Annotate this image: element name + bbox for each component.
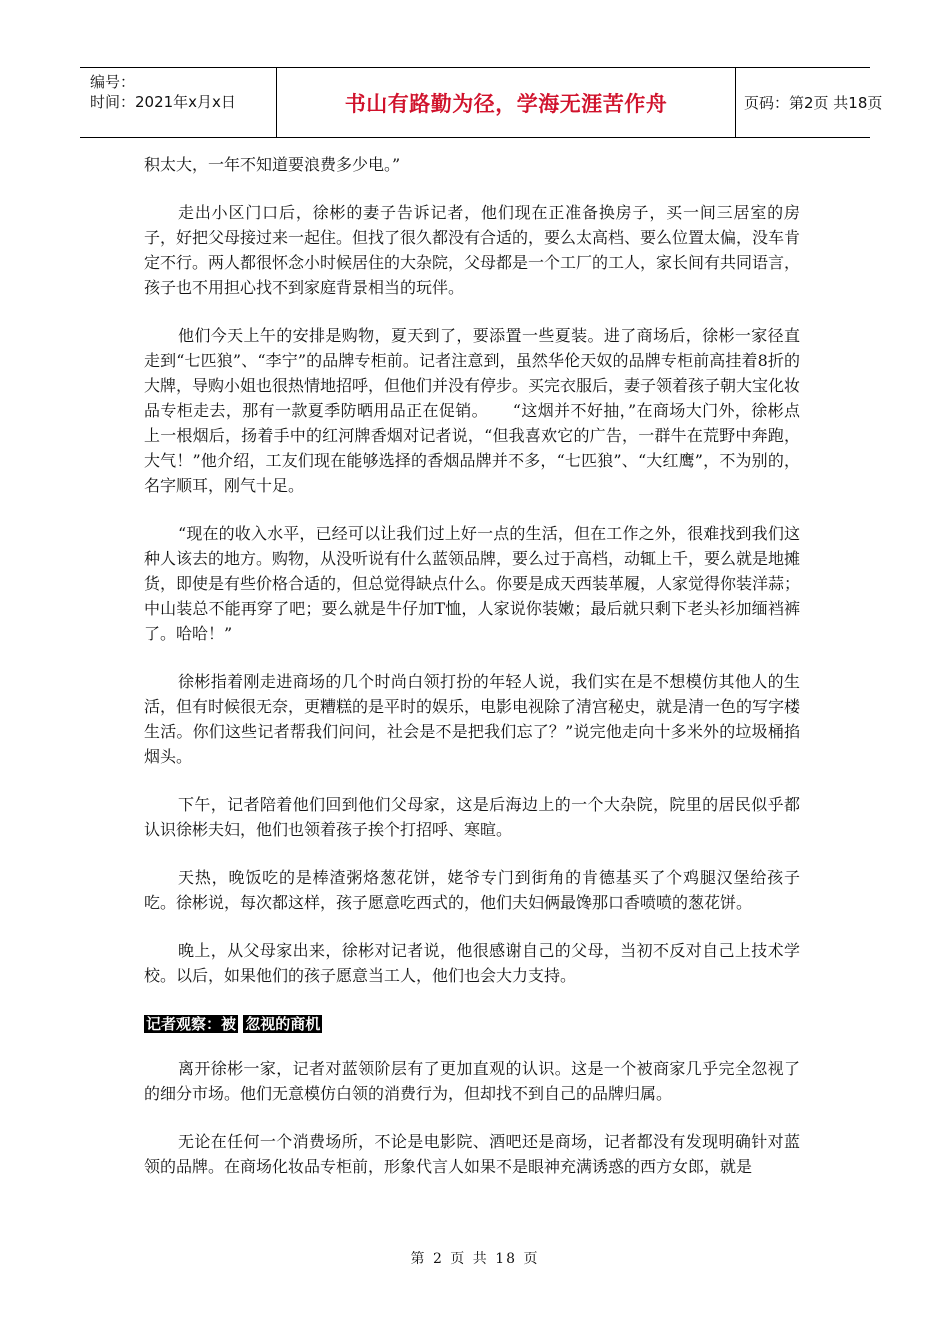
number-label: 编号： xyxy=(90,73,136,91)
section-heading-part1: 记者观察：被 xyxy=(146,1015,237,1033)
paragraph: 积太大，一年不知道要浪费多少电。” xyxy=(144,155,401,174)
paragraph: 离开徐彬一家，记者对蓝领阶层有了更加直观的认识。这是一个被商家几乎完全忽视了的细分市场。他们无意模仿白领的消费行为，但却找不到自己的品牌归属。 xyxy=(144,1059,800,1103)
paragraph: 无论在任何一个消费场所，不论是电影院、酒吧还是商场，记者都没有发现明确针对蓝领的品牌。在商场化妆品专柜前，形象代言人如果不是眼神充满诱惑的西方女郎，就是 xyxy=(144,1132,800,1176)
paragraph: 他们今天上午的安排是购物，夏天到了，要添置一些夏装。进了商场后，徐彬一家径直走到“七匹狼”、“李宁”的品牌专柜前。记者注意到，虽然华伦天奴的品牌专柜前高挂着8折的大牌，导购小姐也很热情地招呼，但他们并没有停步。买完衣服后，妻子领着孩子朝大宝化妆品专柜走去，那有一款夏季防晒用品正在促销。 “这烟并不好抽，”在商场大门外，徐彬点上一根烟后，扬着手中的红河牌香烟对记者说，“但我喜欢它的广告，一群牛在荒野中奔跑，大气！”他介绍，工友们现在能够选择的香烟品牌并不多，“七匹狼”、“大红鹰”，不为别的，名字顺耳，刚气十足。 xyxy=(144,326,801,495)
section-heading-part2: 忽视的商机 xyxy=(245,1015,321,1033)
header-motto-cell xyxy=(277,68,736,137)
header-page-cell xyxy=(736,68,883,137)
page-footer: 第 2 页 共 18 页 xyxy=(410,1251,540,1267)
paragraph: 晚上，从父母家出来，徐彬对记者说，他很感谢自己的父母，当初不反对自己上技术学校。以后，如果他们的孩子愿意当工人，他们也会大力支持。 xyxy=(144,941,800,985)
paragraph: 天热，晚饭吃的是棒渣粥烙葱花饼，姥爷专门到街角的肯德基买了个鸡腿汉堡给孩子吃。徐彬说，每次都这样，孩子愿意吃西式的，他们夫妇俩最馋那口香喷喷的葱花饼。 xyxy=(144,868,800,912)
paragraph: “现在的收入水平，已经可以让我们过上好一点的生活，但在工作之外，很难找到我们这种人该去的地方。购物，从没听说有什么蓝领品牌，要么过于高档，动辄上千，要么就是地摊货，即使是有些价格合适的，但总觉得缺点什么。你要是成天西装革履，人家觉得你装洋蒜；中山装总不能再穿了吧；要么就是牛仔加T恤，人家说你装嫩；最后就只剩下老头衫加缅裆裤了。哈哈！” xyxy=(144,524,801,643)
paragraph: 徐彬指着刚走进商场的几个时尚白领打扮的年轻人说，我们实在是不想模仿其他人的生活，但有时候很无奈，更糟糕的是平时的娱乐，电影电视除了清宫秘史，就是清一色的写字楼生活。你们这些记者帮我们问问，社会是不是把我们忘了？”说完他走向十多米外的垃圾桶掐烟头。 xyxy=(144,672,801,766)
motto-text: 书山有路勤为径，学海无涯苦作舟 xyxy=(344,91,668,116)
paragraph: 下午，记者陪着他们回到他们父母家，这是后海边上的一个大杂院，院里的居民似乎都认识徐彬夫妇，他们也领着孩子挨个打招呼、寒暄。 xyxy=(144,795,800,839)
header-meta-cell xyxy=(80,68,277,137)
document-body xyxy=(144,152,800,1179)
page-header xyxy=(80,67,883,138)
paragraph: 走出小区门口后，徐彬的妻子告诉记者，他们现在正准备换房子，买一间三居室的房子，好把父母接过来一起住。但找了很久都没有合适的，要么太高档、要么位置太偏，没车肯定不行。两人都很怀念小时候居住的大杂院，父母都是一个工厂的工人，家长间有共同语言，孩子也不用担心找不到家庭背景相当的玩伴。 xyxy=(144,203,801,297)
date-label: 时间：2021年x月x日 xyxy=(90,93,236,111)
section-heading xyxy=(144,1015,322,1034)
page-info: 页码：第2页 共18页 xyxy=(744,94,883,112)
